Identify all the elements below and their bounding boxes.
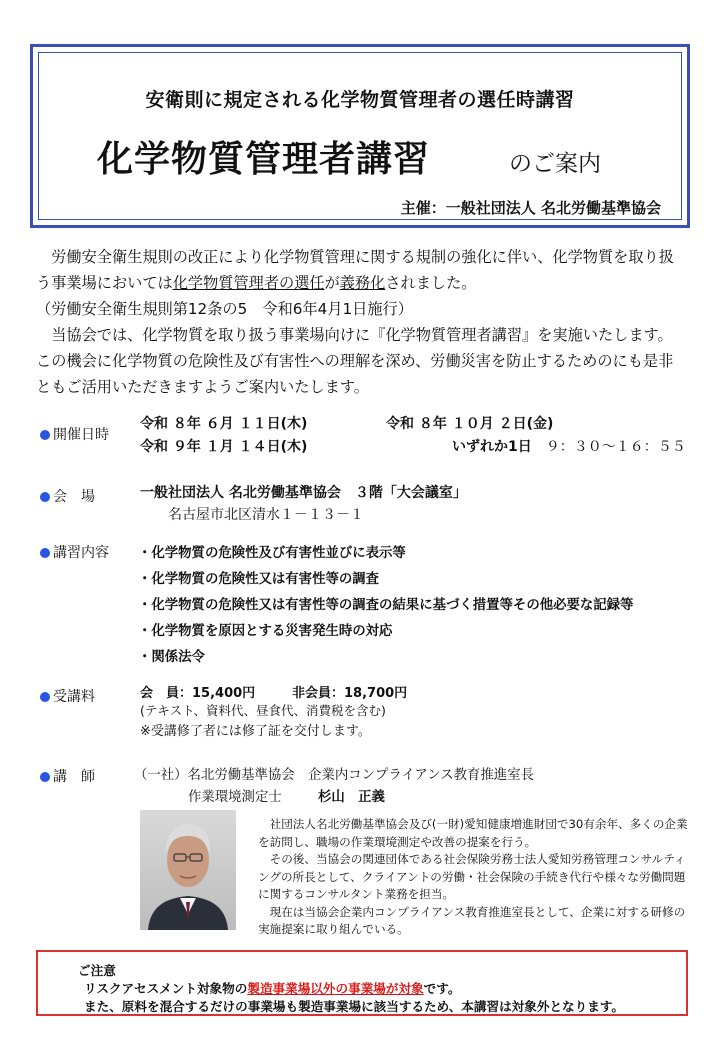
- content-item: ・化学物質の危険性又は有害性等の調査: [138, 572, 380, 587]
- intro-paragraph-1: 労働安全衛生規則の改正により化学物質管理に関する規制の強化に伴い、化学物質を取り扱う事業場においては化学物質管理者の選任が義務化されました。: [36, 248, 674, 292]
- instructor-title: 作業環境測定士: [188, 790, 282, 805]
- title-suffix: のご案内: [509, 151, 601, 177]
- instructor-affiliation: （一社）名北労働基準協会 企業内コンプライアンス教育推進室長: [134, 768, 534, 783]
- intro-paragraph-3: 当協会では、化学物質を取り扱う事業場向けに『化学物質管理者講習』を実施いたします。この機会に化学物質の危険性及び有害性への理解を深め、労働災害を防止するためのにも是非ともご活用いただきますようご案内いたします。: [36, 326, 674, 396]
- venue-label: 会 場: [40, 486, 95, 506]
- fee-certificate: ※受講修了者には修了証を交付します。: [140, 724, 371, 739]
- bio-paragraph: 社団法人名北労働基準協会及び(一財)愛知健康増進財団で30有余年、多くの企業を訪問し、職場の作業環境測定や改善の提案を行う。: [258, 817, 688, 849]
- schedule-date-1: 令和 ８年 ６月 １１日(木): [140, 416, 308, 432]
- schedule-date-2: 令和 ８年 １０月 ２日(金): [386, 416, 554, 432]
- intro-paragraph-2: （労働安全衛生規則第12条の5 令和6年4月1日施行）: [36, 300, 413, 318]
- content-label: 講習内容: [40, 542, 109, 562]
- schedule-date-3: 令和 ９年 １月 １４日(木): [140, 439, 308, 455]
- venue-address: 名古屋市北区清水１－１３－１: [168, 507, 364, 523]
- notice-line-2: また、原料を混合するだけの事業場も製造事業場に該当するため、本講習は対象外となります。: [84, 999, 625, 1014]
- fee-includes: (テキスト、資料代、昼食代、消費税を含む): [140, 703, 386, 718]
- notice-line-1: リスクアセスメント対象物の製造事業場以外の事業場が対象です。: [84, 981, 461, 996]
- bullet-dot-icon: [40, 430, 50, 440]
- schedule-time: ９：３０〜１６：５５: [545, 439, 686, 455]
- notice-box: [36, 950, 688, 1016]
- organizer: 主催：一般社団法人 名北労働基準協会: [400, 199, 661, 217]
- notice-heading: ご注意: [78, 963, 116, 978]
- bullet-dot-icon: [40, 492, 50, 502]
- bullet-dot-icon: [40, 548, 50, 558]
- fee-member: 会 員：15,400円: [140, 686, 256, 701]
- instructor-photo: [140, 810, 236, 930]
- header-inner-frame: [38, 52, 682, 220]
- content-item: ・化学物質の危険性又は有害性等の調査の結果に基づく措置等その他必要な記録等: [138, 598, 634, 613]
- content-item: ・化学物質を原因とする災害発生時の対応: [138, 624, 393, 639]
- venue-name: 一般社団法人 名北労働基準協会 ３階「大会議室」: [140, 485, 467, 501]
- portrait-icon: [140, 810, 236, 930]
- underline-selection: 化学物質管理者の選任: [172, 274, 325, 292]
- notice-emphasis: 製造事業場以外の事業場が対象: [247, 981, 424, 996]
- instructor-label: 講 師: [40, 766, 95, 786]
- bullet-dot-icon: [40, 692, 50, 702]
- content-item: ・関係法令: [138, 650, 205, 665]
- instructor-bio: [258, 816, 688, 939]
- content-item: ・化学物質の危険性及び有害性並びに表示等: [138, 546, 406, 561]
- fee-nonmember: 非会員：18,700円: [292, 686, 408, 701]
- header-frame: [30, 44, 690, 228]
- schedule-note: いずれか1日 ９：３０〜１６：５５: [452, 439, 686, 455]
- bio-paragraph: その後、当協会の関連団体である社会保険労務士法人愛知労務管理コンサルティングの所長として、クライアントの労働・社会保険の手続き代行や様々な労働問題に関するコンサルタント業務を担当。: [258, 852, 686, 901]
- intro-text: [36, 244, 686, 400]
- instructor-name: 杉山 正義: [318, 790, 385, 805]
- header-subtitle: 安衛則に規定される化学物質管理者の選任時講習: [145, 89, 575, 111]
- bio-paragraph: 現在は当協会企業内コンプライアンス教育推進室長として、企業に対する研修の実施提案に取り組んでいる。: [258, 904, 686, 936]
- schedule-label: 開催日時: [40, 424, 109, 444]
- fee-label: 受講料: [40, 686, 95, 706]
- bullet-dot-icon: [40, 772, 50, 782]
- page-title: 化学物質管理者講習: [97, 138, 431, 180]
- underline-mandatory: 義務化: [339, 274, 386, 292]
